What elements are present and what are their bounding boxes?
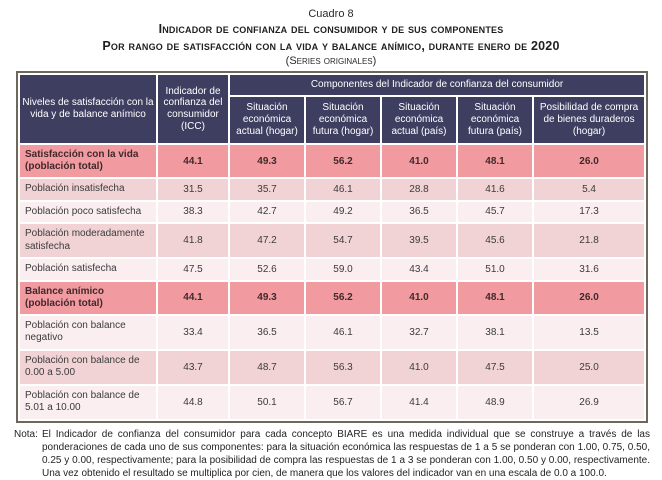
cell-value: 46.1	[306, 179, 380, 200]
table-row-balance-negativo	[20, 316, 644, 349]
row-label: Población insatisfecha	[20, 179, 156, 200]
cell-value: 35.7	[230, 179, 304, 200]
cell-value: 41.4	[382, 386, 456, 419]
cell-value: 41.0	[382, 145, 456, 177]
cell-value: 47.2	[230, 224, 304, 257]
header-sit-eco-futura-pais: Situación económica futura (país)	[458, 97, 532, 143]
cell-value: 45.6	[458, 224, 532, 257]
cell-value: 50.1	[230, 386, 304, 419]
cell-value: 17.3	[534, 202, 644, 223]
cell-value: 26.9	[534, 386, 644, 419]
cell-value: 45.7	[458, 202, 532, 223]
cell-value: 48.1	[458, 145, 532, 177]
header-row-group	[20, 75, 644, 95]
cell-value: 54.7	[306, 224, 380, 257]
cell-value: 31.6	[534, 259, 644, 280]
row-label: Población con balance negativo	[20, 316, 156, 349]
table-row-satisfaccion-total	[20, 145, 644, 177]
document-title-line-1: Indicador de confianza del consumidor y de sus componentes	[158, 22, 504, 37]
cell-value: 36.5	[230, 316, 304, 349]
cell-value: 51.0	[458, 259, 532, 280]
cell-value: 52.6	[230, 259, 304, 280]
cell-value: 38.3	[158, 202, 228, 223]
cell-value: 5.4	[534, 179, 644, 200]
footnote-text: El Indicador de confianza del consumidor para cada concepto BIARE es una medida individual que se construye a través de las ponderaciones de cada uno de sus componentes: para la situación económica las respuestas de 1 a 5 se ponderan con 1.00, 0.75, 0.50, 0.25 y 0.00, respectivamente; para la posibilidad de compra las respuestas de 1 a 3 se ponderan con 1.00, 0.50 y 0.00, respectivamente. Una vez obtenido el resultado se multiplica por cien, de manera que los valores del indicador van en una escala de 0.0 a 100.0.	[42, 428, 650, 480]
cell-value: 48.7	[230, 351, 304, 384]
cell-value: 49.2	[306, 202, 380, 223]
header-sit-eco-actual-hogar: Situación económica actual (hogar)	[230, 97, 304, 143]
table-row-balance-animico-total	[20, 282, 644, 314]
cell-value: 44.8	[158, 386, 228, 419]
document-title-line-2: Por rango de satisfacción con la vida y balance anímico, durante enero de 2020	[102, 38, 560, 53]
cell-value: 31.5	[158, 179, 228, 200]
table-row-moderadamente-satisfecha	[20, 224, 644, 257]
cell-value: 56.2	[306, 282, 380, 314]
cell-value: 33.4	[158, 316, 228, 349]
cell-value: 25.0	[534, 351, 644, 384]
header-sit-eco-futura-hogar: Situación económica futura (hogar)	[306, 97, 380, 143]
cell-value: 21.8	[534, 224, 644, 257]
header-sit-eco-actual-pais: Situación económica actual (país)	[382, 97, 456, 143]
table-row-balance-0-5	[20, 351, 644, 384]
row-label: Población satisfecha	[20, 259, 156, 280]
cell-value: 43.7	[158, 351, 228, 384]
cell-value: 32.7	[382, 316, 456, 349]
footnote	[14, 428, 650, 480]
cell-value: 44.1	[158, 145, 228, 177]
cell-value: 56.7	[306, 386, 380, 419]
cell-value: 41.6	[458, 179, 532, 200]
cell-value: 41.8	[158, 224, 228, 257]
cell-value: 26.0	[534, 282, 644, 314]
table-row-poco-satisfecha	[20, 202, 644, 223]
table-number-label: Cuadro 8	[308, 8, 354, 20]
row-label: Población moderadamente satisfecha	[20, 224, 156, 257]
cell-value: 56.2	[306, 145, 380, 177]
cell-value: 26.0	[534, 145, 644, 177]
cell-value: 38.1	[458, 316, 532, 349]
row-label: Satisfacción con la vida (población total)	[20, 145, 156, 177]
cell-value: 48.1	[458, 282, 532, 314]
cell-value: 42.7	[230, 202, 304, 223]
cell-value: 49.3	[230, 145, 304, 177]
confidence-indicator-table	[16, 71, 648, 423]
cell-value: 41.0	[382, 282, 456, 314]
table-row-balance-5-10	[20, 386, 644, 419]
row-label: Balance anímico (población total)	[20, 282, 156, 314]
header-icc: Indicador de confianza del consumidor (ICC)	[158, 75, 228, 143]
cell-value: 47.5	[458, 351, 532, 384]
table-row-insatisfecha	[20, 179, 644, 200]
row-label: Población con balance de 5.01 a 10.00	[20, 386, 156, 419]
footnote-label: Nota:	[14, 428, 38, 440]
cell-value: 41.0	[382, 351, 456, 384]
cell-value: 28.8	[382, 179, 456, 200]
document-subtitle: (Series originales)	[285, 54, 377, 67]
cell-value: 49.3	[230, 282, 304, 314]
header-levels: Niveles de satisfacción con la vida y de balance anímico	[20, 75, 156, 143]
cell-value: 48.9	[458, 386, 532, 419]
cell-value: 46.1	[306, 316, 380, 349]
cell-value: 47.5	[158, 259, 228, 280]
header-components-group: Componentes del Indicador de confianza del consumidor	[230, 75, 644, 95]
cell-value: 44.1	[158, 282, 228, 314]
cell-value: 13.5	[534, 316, 644, 349]
table-row-satisfecha	[20, 259, 644, 280]
title-block	[0, 7, 662, 68]
cell-value: 59.0	[306, 259, 380, 280]
cell-value: 36.5	[382, 202, 456, 223]
row-label: Población con balance de 0.00 a 5.00	[20, 351, 156, 384]
header-posibilidad-compra: Posibilidad de compra de bienes duraderos (hogar)	[534, 97, 644, 143]
row-label: Población poco satisfecha	[20, 202, 156, 223]
cell-value: 56.3	[306, 351, 380, 384]
cell-value: 39.5	[382, 224, 456, 257]
cell-value: 43.4	[382, 259, 456, 280]
